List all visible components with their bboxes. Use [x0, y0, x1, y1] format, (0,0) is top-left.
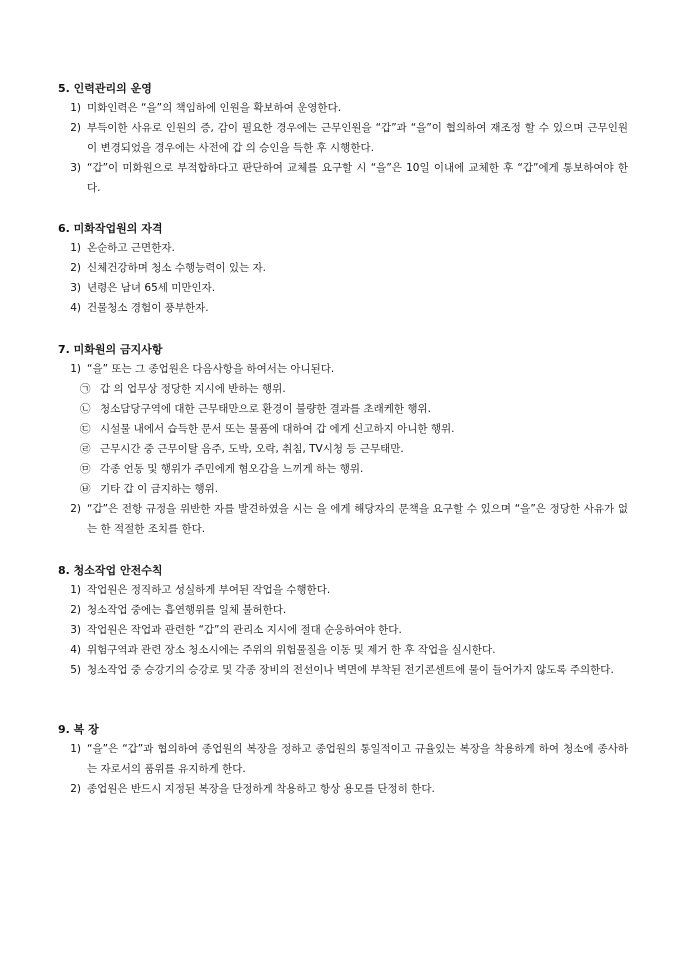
section-heading: 8. 청소작업 안전수칙: [58, 564, 163, 577]
section-5: [58, 79, 628, 198]
list-item: [58, 640, 628, 660]
item-number: 1): [70, 242, 81, 254]
sub-list-item: [58, 379, 628, 399]
item-number: 2): [70, 262, 81, 274]
sub-item-text: 각종 언동 및 행위가 주민에게 혐오감을 느끼게 하는 행위.: [100, 463, 364, 475]
item-text: 종업원은 반드시 지정된 복장을 단정하게 착용하고 항상 용모를 단정히 한다.: [87, 783, 435, 795]
section-heading: 9. 복 장: [58, 723, 99, 736]
item-number: 1): [70, 584, 81, 596]
item-text: “을”은 “갑”과 협의하여 종업원의 복장을 정하고 종업원의 통일적이고 규율있는 복장을 착용하게 하여 청소에 종사하는 자로서의 품위를 유지하게 한다.: [87, 743, 628, 775]
item-number: 3): [70, 162, 81, 174]
list-item: [58, 359, 628, 379]
list-item: [58, 258, 628, 278]
item-number: 1): [70, 363, 81, 375]
sub-item-text: 시설물 내에서 습득한 문서 또는 물품에 대하여 갑 에게 신고하지 아니한 행위.: [100, 423, 455, 435]
sub-item-marker: ㉤: [80, 463, 91, 475]
sub-list-item: [58, 479, 628, 499]
list-item: [58, 278, 628, 298]
item-text: “갑”은 전항 규정을 위반한 자를 발견하였을 시는 을 에게 해당자의 문책을 요구할 수 있으며 “을”은 정당한 사유가 없는 한 적절한 조치를 한다.: [87, 503, 628, 535]
list-item: [58, 158, 628, 198]
list-item: [58, 118, 628, 158]
list-item: [58, 298, 628, 318]
item-text: 청소작업 중 승강기의 승강로 및 각종 장비의 전선이나 벽면에 부착된 전기콘센트에 물이 들어가지 않도록 주의한다.: [87, 664, 614, 676]
list-item: [58, 98, 628, 118]
sub-item-marker: ㉣: [80, 443, 91, 455]
list-item: [58, 739, 628, 779]
item-number: 2): [70, 503, 81, 515]
sub-item-marker: ㉢: [80, 423, 91, 435]
list-item: [58, 660, 628, 680]
list-item: [58, 600, 628, 620]
item-text: 년령은 남녀 65세 미만인자.: [87, 282, 216, 294]
section-9: [58, 720, 628, 799]
list-item: [58, 580, 628, 600]
item-text: 미화인력은 “을”의 책임하에 인원을 확보하여 운영한다.: [87, 102, 342, 114]
item-text: “을” 또는 그 종업원은 다음사항을 하여서는 아니된다.: [87, 363, 335, 375]
sub-list-item: [58, 419, 628, 439]
item-text: “갑”이 미화원으로 부적합하다고 판단하여 교체를 요구할 시 “을”은 10일 이내에 교체한 후 “갑”에게 통보하여야 한다.: [87, 162, 628, 194]
item-number: 2): [70, 783, 81, 795]
list-item: [58, 499, 628, 539]
item-text: 작업원은 작업과 관련한 “갑”의 관리소 지시에 절대 순응하여야 한다.: [87, 624, 402, 636]
item-number: 3): [70, 624, 81, 636]
section-8: [58, 561, 628, 680]
sub-list-item: [58, 459, 628, 479]
sub-item-marker: ㉠: [80, 383, 91, 395]
item-text: 부득이한 사유로 인원의 증, 감이 필요한 경우에는 근무인원을 “갑”과 “을”이 협의하여 재조정 할 수 있으며 근무인원이 변경되었을 경우에는 사전에 갑 의 승인을 득한 후 시행한다.: [87, 122, 628, 154]
item-number: 2): [70, 604, 81, 616]
section-7: [58, 340, 628, 539]
sub-item-marker: ㉥: [80, 483, 91, 495]
sub-list-item: [58, 439, 628, 459]
item-number: 2): [70, 122, 81, 134]
item-text: 온순하고 근면한자.: [87, 242, 175, 254]
section-heading: 5. 인력관리의 운영: [58, 82, 152, 95]
item-number: 4): [70, 644, 81, 656]
item-number: 1): [70, 102, 81, 114]
item-text: 작업원은 정직하고 성실하게 부여된 작업을 수행한다.: [87, 584, 331, 596]
section-heading: 6. 미화작업원의 자격: [58, 222, 163, 235]
item-number: 3): [70, 282, 81, 294]
sub-item-text: 청소담당구역에 대한 근무태만으로 환경이 불량한 결과를 초래케한 행위.: [100, 403, 431, 415]
list-item: [58, 779, 628, 799]
item-text: 신체건강하며 청소 수행능력이 있는 자.: [87, 262, 266, 274]
item-number: 1): [70, 743, 81, 755]
item-number: 4): [70, 302, 81, 314]
sub-list-item: [58, 399, 628, 419]
section-6: [58, 219, 628, 318]
sub-item-marker: ㉡: [80, 403, 91, 415]
list-item: [58, 620, 628, 640]
sub-item-text: 갑 의 업무상 정당한 지시에 반하는 행위.: [100, 383, 286, 395]
item-number: 5): [70, 664, 81, 676]
item-text: 위험구역과 관련 장소 청소시에는 주위의 위험물질을 이동 및 제거 한 후 작업을 실시한다.: [87, 644, 496, 656]
section-heading: 7. 미화원의 금지사항: [58, 343, 163, 356]
item-text: 건물청소 경험이 풍부한자.: [87, 302, 209, 314]
sub-item-text: 기타 갑 이 금지하는 행위.: [100, 483, 219, 495]
item-text: 청소작업 중에는 흡연행위를 일체 불허한다.: [87, 604, 287, 616]
sub-item-text: 근무시간 중 근무이탈 음주, 도박, 오락, 취침, TV시청 등 근무태만.: [100, 443, 404, 455]
list-item: [58, 238, 628, 258]
